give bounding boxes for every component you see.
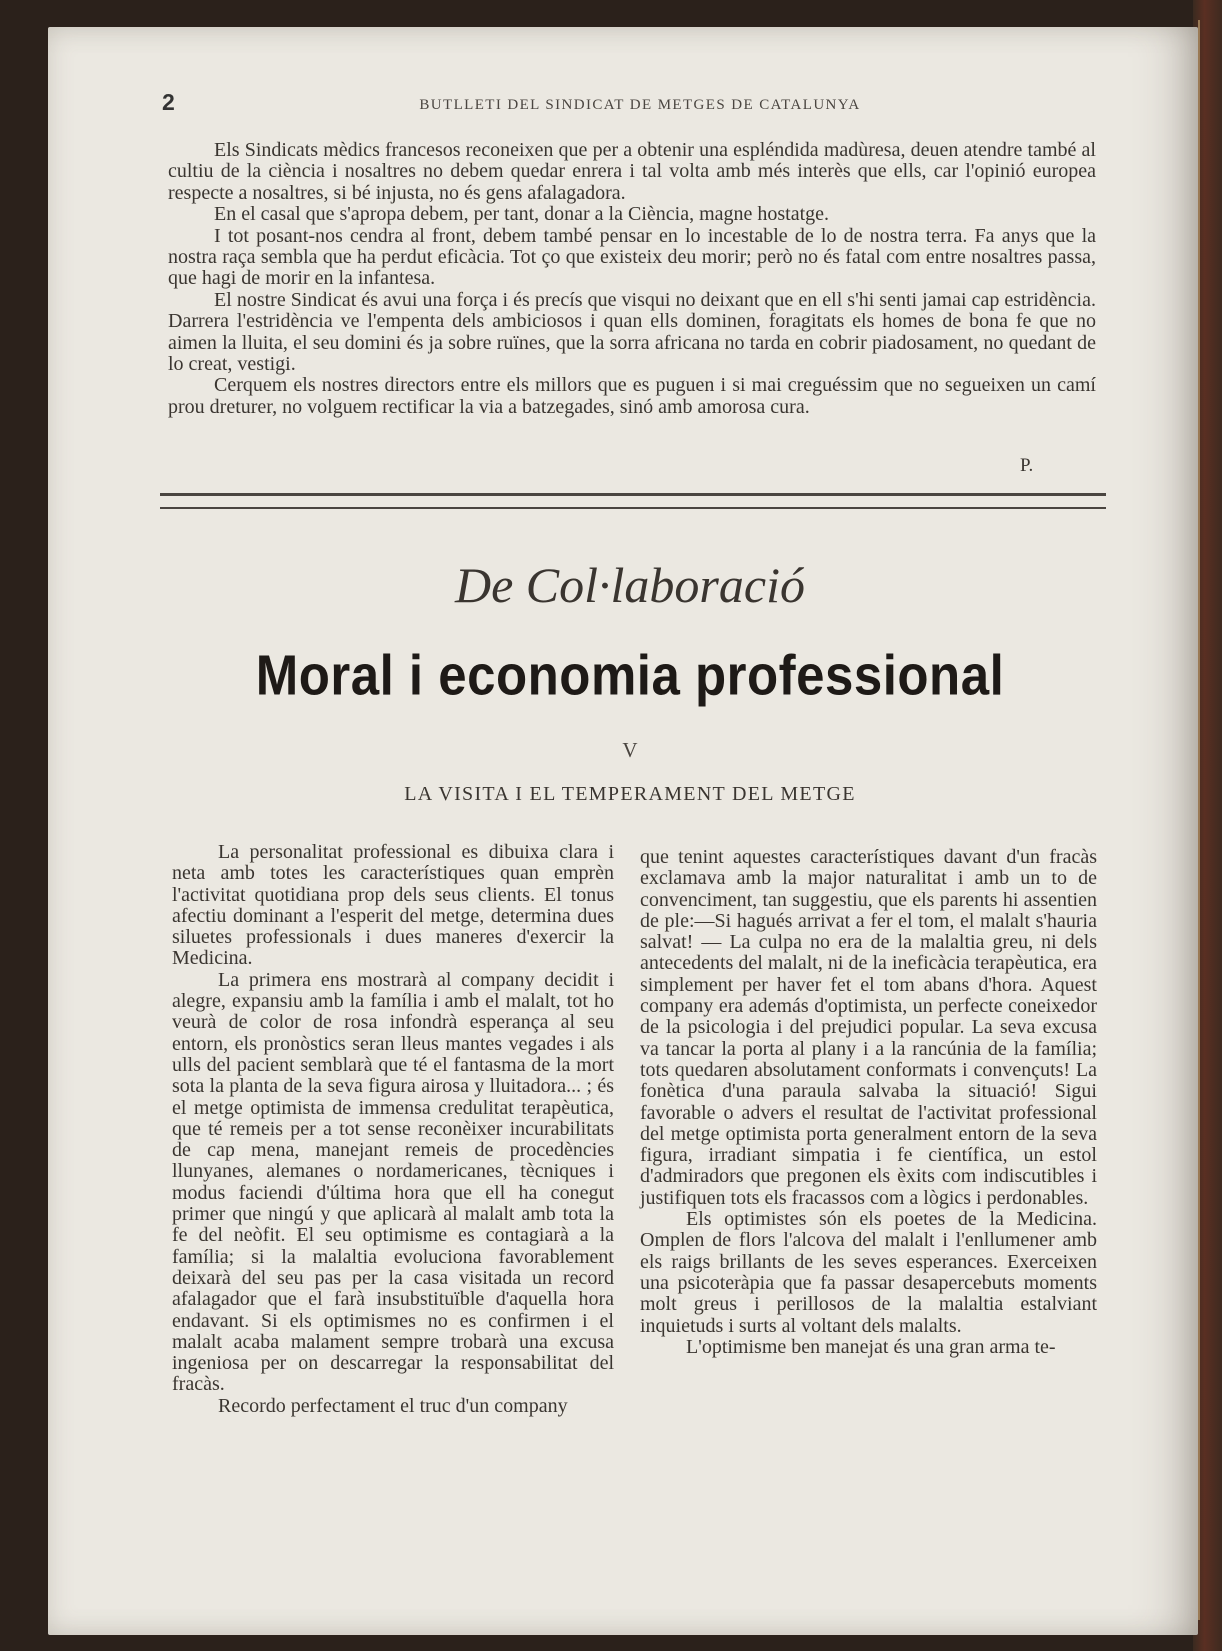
top-paragraph: Cerquem els nostres directors entre els millors que es puguen i si mai creguéssim que no segueixen un camí prou dreturer, no volguem rectificar la via a batzegades, sinó amb amorosa cura. <box>168 374 1096 418</box>
body-paragraph: Els optimistes són els poetes de la Medicina. Omplen de flors l'alcova del malalt i l'enllumener amb els raigs brillants de les seves esperances. Exerceixen una psicoteràpia que fa passar desapercebuts moments molt greus i perillosos de la malaltia estalviant inquietuds i surts al voltant dels malalts. <box>640 1208 1097 1337</box>
body-paragraph: La primera ens mostrarà al company decidit i alegre, expansiu amb la família i amb el malalt, tot ho veurà de color de rosa infondrà esperança al seu entorn, els pronòstics seran lleus mantes vegades i als ulls del pacient semblarà que té el fantasma de la mort sota la planta de la seva figura airosa y lluitadora... ; és el metge optimista de immensa credulitat terapèutica, que té remeis per a tot sense reconèixer incurabilitats de cap mena, manejant remeis de procedències llunyanes, alemanes o nordamericanes, tècniques i modus faciendi d'última hora que ell ha conegut primer que ningú y que aplicarà al malalt amb tota la fe del neòfit. El seu optimisme es contagiarà a la família; si la malaltia evoluciona favorablement deixarà del seu pas per la casa visitada un record afalagador que el farà insubstituïble d'aquella hora endavant. Si els optimismes no es confirmen i el malalt acaba malament sempre trobarà una excusa ingeniosa per on descarregar la responsabilitat del fracàs. <box>172 968 614 1396</box>
top-paragraph: Els Sindicats mèdics francesos reconeixen que per a obtenir una espléndida madùresa, deuen atendre també al cultiu de la ciència i nosaltres no debem quedar enrera i tal volta amb més interès que ells, car l'opinió europea respecte a nosaltres, si bé injusta, no és gens afalagadora. <box>168 139 1096 204</box>
divider-thin <box>160 507 1106 509</box>
body-paragraph: que tenint aquestes característiques davant d'un fracàs exclamava amb la major naturalitat i amb un to de convenciment, tan suggestiu, que els parents hi assentien de ple:—Si hagués arrivat a fer el tom, el malalt s'hauria salvat! — La culpa no era de la malaltia greu, ni dels antecedents del malalt, ni de la ineficàcia terapèutica, era simplement per haver fet el tom abans d'hora. Aquest company era además d'optimista, un perfecte coneixedor de la psicologia i del prejudici popular. La seva excusa va tancar la porta al plany i a la rancúnia de la família; tots quedaren absolutament conformats i convençuts! La fonètica d'una paraula salvaba la situació! Sigui favorable o advers el resultat de l'activitat professional del metge optimista porta generalment entorn de la seva figura, irradiant simpatia i fe científica, un estol d'admiradors que pregonen els èxits com indiscutibles i justifiquen tots els fracassos com a lògics i perdonables. <box>640 846 1097 1209</box>
body-paragraph: L'optimisme ben manejat és una gran arma te- <box>686 1335 1056 1358</box>
top-paragraph: I tot posant-nos cendra al front, debem també pensar en lo incestable de lo de nostra terra. Fa anys que la nostra raça sembla que ha perdut eficàcia. Tot ço que existeix deu morir; però no és fatal com entre nosaltres passa, que hagi de morir en la infantesa. <box>168 224 1096 290</box>
article-title: Moral i economia professional <box>255 644 1005 707</box>
top-paragraph: El nostre Sindicat és avui una força i és precís que visqui no deixant que en ell s'hi senti jamai cap estridència. Darrera l'estridència ve l'empenta dels ambiciosos i quan ells dominen, foragitats els homes de bona fe que no aimen la lluita, el seu domini és ja sobre ruïnes, que la sorra africana no tarda en cobrir piadosament, no quedant de lo creat, vestigi. <box>168 288 1096 376</box>
top-paragraph: En el casal que s'apropa debem, per tant, donar a la Ciència, magne hostatge. <box>214 203 830 226</box>
chapter-numeral: V <box>622 738 638 762</box>
article-subtitle: LA VISITA I EL TEMPERAMENT DEL METGE <box>404 783 856 805</box>
body-paragraph: Recordo perfectament el truc d'un company <box>218 1394 568 1417</box>
top-article <box>168 140 1096 418</box>
divider-thick <box>160 493 1106 496</box>
section-label: De Col·laboració <box>455 557 805 613</box>
running-header: BUTLLETI DEL SINDICAT DE METGES DE CATALUNYA <box>419 97 861 113</box>
body-paragraph: La personalitat professional es dibuixa clara i neta amb totes les característiques quan emprèn l'activitat quotidiana prop dels seus clients. El tonus afectiu dominant a l'esperit del metge, determina dues siluetes professionals i dues maneres d'exercir la Medicina. <box>172 841 614 970</box>
column-left <box>172 842 614 1417</box>
signature: P. <box>1020 455 1034 476</box>
column-right <box>640 847 1097 1358</box>
spine-edge <box>1198 20 1200 1620</box>
page-number: 2 <box>162 89 175 115</box>
